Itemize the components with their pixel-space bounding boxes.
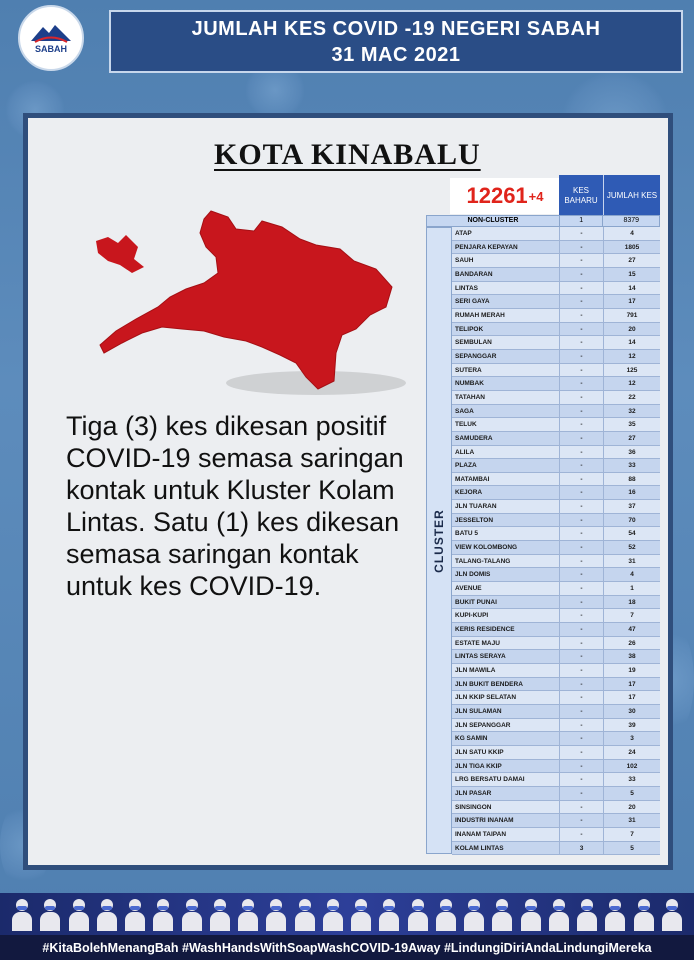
table-row	[452, 637, 660, 651]
cluster-total: 7	[603, 828, 660, 841]
cluster-total: 5	[603, 787, 660, 800]
cluster-new: -	[559, 760, 603, 773]
cluster-new: -	[559, 719, 603, 732]
cluster-name: JLN KKIP SELATAN	[455, 694, 517, 702]
frontliner-icon	[378, 897, 400, 931]
cluster-new: -	[559, 227, 603, 240]
table-row	[452, 268, 660, 282]
cluster-total: 3	[603, 732, 660, 745]
frontliner-icon	[294, 897, 316, 931]
cluster-new: -	[559, 364, 603, 377]
table-row	[452, 473, 660, 487]
table-row	[452, 514, 660, 528]
cluster-name: JLN SEPANGGAR	[455, 721, 511, 729]
cluster-total: 20	[603, 801, 660, 814]
frontliner-icon	[39, 897, 61, 931]
hashtag-banner: #KitaBolehMenangBah #WashHandsWithSoapWashCOVID-19Away #LindungiDiriAndaLindungiMereka	[0, 935, 694, 960]
cluster-total: 14	[603, 336, 660, 349]
cluster-total: 15	[603, 268, 660, 281]
cluster-name: SINSINGON	[455, 803, 492, 811]
cluster-name: ATAP	[455, 230, 472, 237]
cluster-new: -	[559, 664, 603, 677]
main-panel	[23, 113, 673, 870]
cluster-name: INDUSTRI INANAM	[455, 817, 514, 825]
cluster-name: INANAM TAIPAN	[455, 830, 507, 838]
cluster-total: 32	[603, 405, 660, 418]
cluster-table	[452, 227, 660, 855]
cluster-new: -	[559, 500, 603, 513]
table-row	[452, 336, 660, 350]
table-row	[452, 814, 660, 828]
cluster-total: 102	[603, 760, 660, 773]
cluster-total: 27	[603, 254, 660, 267]
cluster-new: 3	[559, 842, 603, 855]
cluster-name: BANDARAN	[455, 270, 493, 278]
cluster-new: -	[559, 650, 603, 663]
total-value: 12261	[466, 183, 528, 208]
logo-text: SABAH	[34, 43, 67, 54]
cluster-new: -	[559, 773, 603, 786]
table-row	[452, 282, 660, 296]
noncluster-row	[426, 215, 660, 227]
table-row	[452, 568, 660, 582]
table-row	[452, 842, 660, 856]
cluster-total: 14	[603, 282, 660, 295]
cluster-name: JESSELTON	[455, 516, 494, 524]
frontliner-icon	[181, 897, 203, 931]
frontliner-icon	[152, 897, 174, 931]
cluster-new: -	[559, 568, 603, 581]
cluster-total: 47	[603, 623, 660, 636]
cluster-total: 35	[603, 418, 660, 431]
header-new-cases: KES BAHARU	[559, 175, 603, 217]
cluster-name: KG SAMIN	[455, 735, 488, 743]
cluster-name: KEJORA	[455, 489, 483, 497]
frontliner-icon	[661, 897, 683, 931]
cluster-name: SUTERA	[455, 366, 482, 374]
kota-kinabalu-map	[86, 203, 426, 413]
cluster-new: -	[559, 596, 603, 609]
cluster-total: 12	[603, 350, 660, 363]
table-row	[452, 309, 660, 323]
cluster-total: 17	[603, 295, 660, 308]
cluster-name: JLN DOMIS	[455, 571, 491, 579]
cluster-name: LRG BERSATU DAMAI	[455, 776, 525, 784]
cluster-name: JLN TIGA KKIP	[455, 762, 502, 770]
total-increase: +4	[528, 188, 544, 204]
cluster-new: -	[559, 623, 603, 636]
frontliner-icon	[491, 897, 513, 931]
cluster-total: 31	[603, 555, 660, 568]
cluster-name: SAGA	[455, 407, 474, 415]
cluster-name: JLN TUARAN	[455, 503, 497, 511]
cluster-new: -	[559, 295, 603, 308]
cluster-name: JLN SULAMAN	[455, 707, 502, 715]
cluster-total: 54	[603, 527, 660, 540]
cluster-name: MATAMBAI	[455, 475, 490, 483]
cluster-total: 27	[603, 432, 660, 445]
cluster-name: JLN PASAR	[455, 789, 492, 797]
table-row	[452, 405, 660, 419]
table-row	[452, 295, 660, 309]
cluster-name: JLN MAWILA	[455, 667, 496, 674]
frontliner-icon	[576, 897, 598, 931]
cluster-new: -	[559, 446, 603, 459]
cluster-total: 4	[603, 568, 660, 581]
frontliner-icon	[68, 897, 90, 931]
cluster-new: -	[559, 705, 603, 718]
table-row	[452, 377, 660, 391]
frontliner-icon	[265, 897, 287, 931]
page-title	[109, 10, 683, 73]
cluster-name: LINTAS SERAYA	[455, 653, 506, 661]
cluster-name: NUMBAK	[455, 380, 484, 388]
cluster-total: 22	[603, 391, 660, 404]
cluster-new: -	[559, 637, 603, 650]
cluster-new: -	[559, 582, 603, 595]
cluster-total: 17	[603, 678, 660, 691]
table-row	[452, 323, 660, 337]
cluster-total: 18	[603, 596, 660, 609]
frontliner-icon	[11, 897, 33, 931]
cluster-new: -	[559, 541, 603, 554]
cluster-new: -	[559, 391, 603, 404]
cluster-new: -	[559, 377, 603, 390]
frontliner-icon	[463, 897, 485, 931]
cluster-new: -	[559, 527, 603, 540]
frontliner-icon	[633, 897, 655, 931]
frontliners-banner	[0, 893, 694, 935]
frontliner-icon	[209, 897, 231, 931]
cluster-total: 39	[603, 719, 660, 732]
cluster-new: -	[559, 473, 603, 486]
table-row	[452, 254, 660, 268]
cluster-total: 70	[603, 514, 660, 527]
cluster-total: 88	[603, 473, 660, 486]
cluster-name: ALILA	[455, 448, 475, 456]
table-row	[452, 801, 660, 815]
cluster-total: 791	[603, 309, 660, 322]
table-row	[452, 650, 660, 664]
table-row	[452, 623, 660, 637]
cluster-new: -	[559, 609, 603, 622]
cluster-total: 125	[603, 364, 660, 377]
cluster-name: AVENUE	[455, 585, 482, 593]
cluster-total: 33	[603, 773, 660, 786]
table-row	[452, 527, 660, 541]
cluster-name: TELUK	[455, 421, 477, 429]
table-row	[452, 541, 660, 555]
header-total-cases: JUMLAH KES	[603, 175, 660, 217]
cluster-total: 19	[603, 664, 660, 677]
sabah-logo	[18, 5, 84, 71]
cluster-new: -	[559, 432, 603, 445]
cluster-label-text: CLUSTER	[432, 508, 447, 573]
cluster-new: -	[559, 323, 603, 336]
table-row	[452, 732, 660, 746]
frontliner-icon	[604, 897, 626, 931]
table-row	[452, 719, 660, 733]
cluster-new: -	[559, 309, 603, 322]
table-row	[452, 555, 660, 569]
cluster-label	[426, 227, 452, 854]
table-row	[452, 828, 660, 842]
cluster-name: BUKIT PUNAI	[455, 598, 497, 606]
cluster-name: VIEW KOLOMBONG	[455, 544, 518, 552]
cluster-new: -	[559, 405, 603, 418]
cluster-total: 33	[603, 459, 660, 472]
table-row	[452, 459, 660, 473]
total-cases	[450, 178, 560, 214]
cluster-new: -	[559, 678, 603, 691]
table-row	[452, 364, 660, 378]
cluster-name: SEPANGGAR	[455, 352, 497, 360]
cluster-total: 31	[603, 814, 660, 827]
cluster-name: SAUH	[455, 257, 474, 265]
cluster-new: -	[559, 282, 603, 295]
cluster-total: 24	[603, 746, 660, 759]
cluster-new: -	[559, 418, 603, 431]
cluster-new: -	[559, 801, 603, 814]
table-row	[452, 432, 660, 446]
cluster-name: JLN SATU KKIP	[455, 748, 504, 756]
table-row	[452, 705, 660, 719]
noncluster-name: NON-CLUSTER	[467, 217, 519, 224]
cluster-total: 38	[603, 650, 660, 663]
cluster-new: -	[559, 241, 603, 254]
cluster-name: ESTATE MAJU	[455, 639, 500, 647]
case-description: Tiga (3) kes dikesan positif COVID-19 semasa saringan kontak untuk Kluster Kolam Lintas. Satu (1) kes dikesan semasa saringan kontak untuk kes COVID-19.	[66, 411, 404, 601]
cluster-new: -	[559, 514, 603, 527]
table-row	[452, 241, 660, 255]
cluster-name: PLAZA	[455, 462, 477, 470]
title-date: 31 MAC 2021	[331, 43, 461, 66]
table-row	[452, 691, 660, 705]
cluster-new: -	[559, 459, 603, 472]
cluster-total: 30	[603, 705, 660, 718]
cluster-new: -	[559, 254, 603, 267]
frontliner-icon	[237, 897, 259, 931]
cluster-total: 52	[603, 541, 660, 554]
frontliner-icon	[350, 897, 372, 931]
cluster-new: -	[559, 350, 603, 363]
cluster-name: PENJARA KEPAYAN	[455, 243, 518, 251]
cluster-name: TATAHAN	[455, 393, 485, 401]
table-row	[452, 746, 660, 760]
cluster-name: LINTAS	[455, 284, 478, 292]
table-row	[452, 609, 660, 623]
cluster-name: JLN BUKIT BENDERA	[455, 680, 523, 688]
table-row	[452, 446, 660, 460]
table-row	[452, 391, 660, 405]
cluster-total: 5	[603, 842, 660, 855]
cluster-new: -	[559, 691, 603, 704]
cluster-name: SEMBULAN	[455, 339, 492, 347]
frontliner-icon	[548, 897, 570, 931]
mountain-logo-icon	[31, 23, 71, 43]
cluster-new: -	[559, 732, 603, 745]
cluster-total: 26	[603, 637, 660, 650]
title-line1: JUMLAH KES COVID -19 NEGERI SABAH	[191, 17, 601, 40]
frontliner-icon	[96, 897, 118, 931]
cluster-name: TALANG-TALANG	[455, 557, 511, 565]
area-title: KOTA KINABALU	[214, 138, 481, 171]
cluster-name: SAMUDERA	[455, 434, 493, 442]
cluster-name: RUMAH MERAH	[455, 311, 505, 319]
cluster-name: KUPI-KUPI	[455, 612, 489, 620]
table-row	[452, 582, 660, 596]
cluster-new: -	[559, 814, 603, 827]
cluster-name: SERI GAYA	[455, 298, 490, 306]
cluster-new: -	[559, 268, 603, 281]
table-row	[452, 486, 660, 500]
table-row	[452, 227, 660, 241]
table-row	[452, 350, 660, 364]
cluster-name: KERIS RESIDENCE	[455, 626, 515, 634]
noncluster-new: 1	[559, 216, 603, 226]
frontliner-icon	[407, 897, 429, 931]
cluster-new: -	[559, 336, 603, 349]
cluster-total: 4	[603, 227, 660, 240]
cluster-total: 1	[603, 582, 660, 595]
cluster-new: -	[559, 746, 603, 759]
table-row	[452, 418, 660, 432]
cluster-name: BATU 5	[455, 530, 478, 538]
cluster-total: 7	[603, 609, 660, 622]
table-row	[452, 773, 660, 787]
cluster-total: 37	[603, 500, 660, 513]
cluster-total: 16	[603, 486, 660, 499]
table-row	[452, 596, 660, 610]
cluster-total: 12	[603, 377, 660, 390]
cluster-total: 20	[603, 323, 660, 336]
noncluster-total: 8379	[602, 216, 659, 226]
cluster-new: -	[559, 828, 603, 841]
frontliner-icon	[435, 897, 457, 931]
table-row	[452, 787, 660, 801]
table-row	[452, 664, 660, 678]
cluster-new: -	[559, 486, 603, 499]
table-row	[452, 500, 660, 514]
cluster-total: 36	[603, 446, 660, 459]
cluster-total: 1805	[603, 241, 660, 254]
frontliner-icon	[322, 897, 344, 931]
cluster-name: KOLAM LINTAS	[455, 844, 504, 852]
frontliner-icon	[520, 897, 542, 931]
table-row	[452, 760, 660, 774]
cluster-new: -	[559, 787, 603, 800]
cluster-total: 17	[603, 691, 660, 704]
table-row	[452, 678, 660, 692]
frontliner-icon	[124, 897, 146, 931]
cluster-name: TELIPOK	[455, 325, 484, 333]
cluster-new: -	[559, 555, 603, 568]
